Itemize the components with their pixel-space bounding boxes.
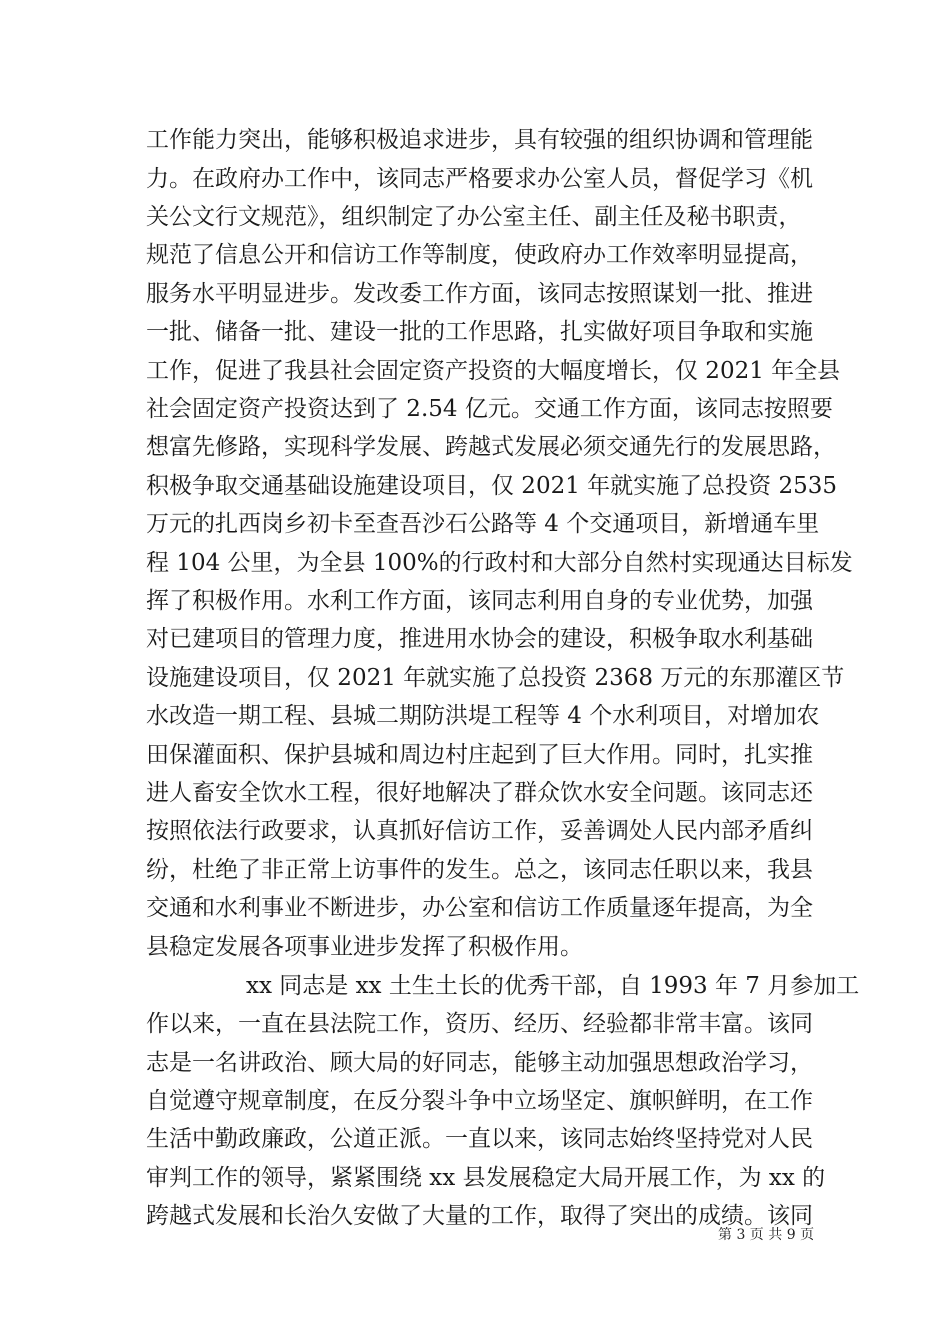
text-line: 程 104 公里，为全县 100%的行政村和大部分自然村实现通达目标发 xyxy=(146,550,853,576)
text-line: 审判工作的领导，紧紧围绕 xx 县发展稳定大局开展工作，为 xx 的 xyxy=(146,1165,826,1191)
text-line: 积极争取交通基础设施建设项目，仅 2021 年就实施了总投资 2535 xyxy=(146,473,837,499)
text-line: 县稳定发展各项事业进步发挥了积极作用。 xyxy=(146,934,583,960)
text-line: 工作能力突出，能够积极追求进步，具有较强的组织协调和管理能 xyxy=(146,127,813,153)
text-line: 自觉遵守规章制度，在反分裂斗争中立场坚定、旗帜鲜明，在工作 xyxy=(146,1088,813,1114)
text-line: 设施建设项目，仅 2021 年就实施了总投资 2368 万元的东那灌区节 xyxy=(146,665,845,691)
text-line: 万元的扎西岗乡初卡至查吾沙石公路等 4 个交通项目，新增通车里 xyxy=(146,511,820,537)
text-line: 关公文行文规范》，组织制定了办公室主任、副主任及秘书职责， xyxy=(146,204,802,230)
text-line: 挥了积极作用。水利工作方面，该同志利用自身的专业优势，加强 xyxy=(146,588,813,614)
text-line: 纷，杜绝了非正常上访事件的发生。总之，该同志任职以来，我县 xyxy=(146,857,813,883)
page-number-footer: 第 3 页 共 9 页 xyxy=(718,1227,815,1243)
text-line: 规范了信息公开和信访工作等制度，使政府办工作效率明显提高， xyxy=(146,242,813,268)
text-line: 工作，促进了我县社会固定资产投资的大幅度增长，仅 2021 年全县 xyxy=(146,358,841,384)
text-line: 按照依法行政要求，认真抓好信访工作，妥善调处人民内部矛盾纠 xyxy=(146,818,813,844)
text-line: 社会固定资产投资达到了 2.54 亿元。交通工作方面，该同志按照要 xyxy=(146,396,833,422)
text-line: 交通和水利事业不断进步，办公室和信访工作质量逐年提高，为全 xyxy=(146,895,813,921)
text-line: 田保灌面积、保护县城和周边村庄起到了巨大作用。同时，扎实推 xyxy=(146,742,813,768)
text-line: 服务水平明显进步。发改委工作方面，该同志按照谋划一批、推进 xyxy=(146,281,813,307)
text-line: 志是一名讲政治、顾大局的好同志，能够主动加强思想政治学习， xyxy=(146,1050,813,1076)
text-line: 作以来，一直在县法院工作，资历、经历、经验都非常丰富。该同 xyxy=(146,1011,813,1037)
text-line: 跨越式发展和长治久安做了大量的工作，取得了突出的成绩。该同 xyxy=(146,1203,813,1229)
text-line: 一批、储备一批、建设一批的工作思路，扎实做好项目争取和实施 xyxy=(146,319,813,345)
paragraph-start-line: xx 同志是 xx 土生土长的优秀干部，自 1993 年 7 月参加工 xyxy=(246,973,860,999)
text-line: 力。在政府办工作中，该同志严格要求办公室人员，督促学习《机 xyxy=(146,166,813,192)
text-line: 想富先修路，实现科学发展、跨越式发展必须交通先行的发展思路， xyxy=(146,434,836,460)
text-line: 对已建项目的管理力度，推进用水协会的建设，积极争取水利基础 xyxy=(146,626,813,652)
text-line: 进人畜安全饮水工程，很好地解决了群众饮水安全问题。该同志还 xyxy=(146,780,813,806)
text-line: 水改造一期工程、县城二期防洪堤工程等 4 个水利项目，对增加农 xyxy=(146,703,820,729)
text-line: 生活中勤政廉政，公道正派。一直以来，该同志始终坚持党对人民 xyxy=(146,1126,813,1152)
